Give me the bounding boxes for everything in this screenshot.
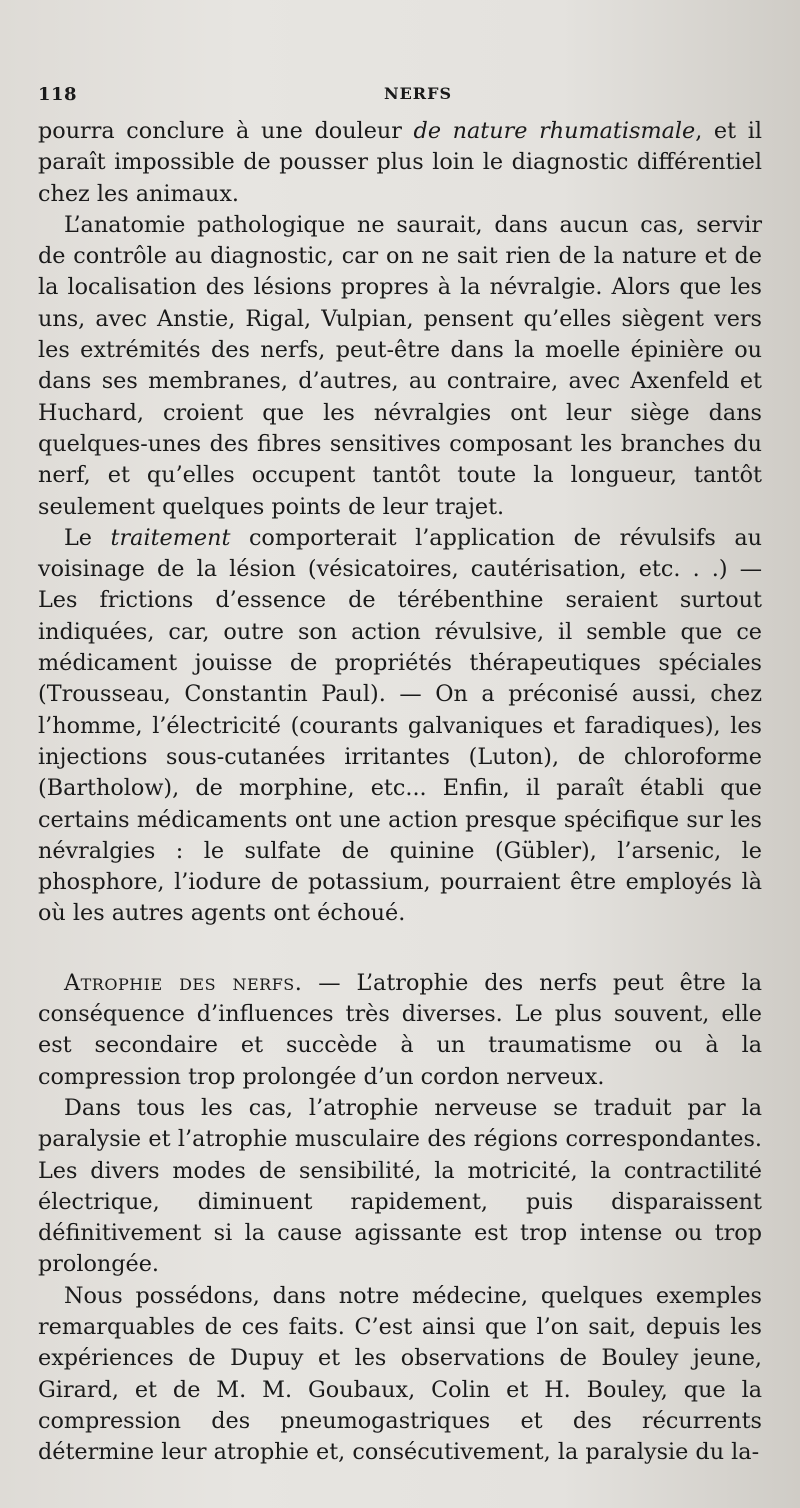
paragraph-4 (38, 968, 762, 1093)
body-text (38, 116, 762, 1468)
paragraph-2: L’anatomie pathologique ne saurait, dans aucun cas, servir de contrôle au diagnostic, car on ne sait rien de la nature et de la localisation des lésions propres à la névralgie. Alors que les uns, avec Anstie, Rigal, Vulpian, pensent qu’elles siègent vers les extrémités des nerfs, peut-être dans la moelle épinière ou dans ses membranes, d’autres, au contraire, avec Axenfeld et Huchard, croient que les névralgies ont leur siège dans quelques-unes des fibres sensitives composant les branches du nerf, et qu’elles occupent tantôt toute la longueur, tantôt seulement quelques points de leur trajet. (38, 211, 762, 520)
paragraph-3-end: comporterait l’application de révulsifs au voisinage de la lésion (vésicatoires, cautérisation, etc. . .) — Les frictions d’essence de térébenthine seraient surtout indiquées, car, outre son action révulsive, il semble que ce médicament jouisse de propriétés thérapeutiques spéciales (Trousseau, Constantin Paul). — On a préconisé aussi, chez l’homme, l’électricité (courants galvaniques et faradiques), les injections sous-cutanées irritantes (Luton), de chloroforme (Bartholow), de morphine, etc... Enfin, il paraît établi que certains médicaments ont une action presque spécifique sur les névralgies : le sulfate de quinine (Gübler), l’arsenic, le phosphore, l’iodure de potassium, pourraient être employés là où les autres agents ont échoué. (38, 524, 762, 927)
paragraph-1 (38, 116, 762, 210)
paragraph-3 (38, 523, 762, 930)
paragraph-6: Nous possédons, dans notre médecine, quelques exemples remarquables de ces faits. C’est ainsi que l’on sait, depuis les expériences de Dupuy et les observations de Bouley jeune, Girard, et de M. M. Goubaux, Colin et H. Bouley, que la compression des pneumogastriques et des récurrents détermine leur atrophie et, consécutivement, la paralysie du la- (38, 1282, 762, 1466)
section-heading: Atrophie des nerfs. (64, 969, 303, 996)
page-number: 118 (38, 84, 78, 105)
paragraph-3-emphasis: traitement (110, 524, 231, 551)
paragraph-1-start: pourra conclure à une douleur (38, 118, 414, 144)
paragraph-3-start: Le (64, 524, 111, 551)
paragraph-1-end: , et il paraît impossible de pousser plus loin le diagnostic différentiel chez les animaux. (38, 118, 762, 207)
paragraph-5: Dans tous les cas, l’atrophie nerveuse se traduit par la paralysie et l’atrophie musculaire des régions correspondantes. Les divers modes de sensibilité, la motricité, la contractilité électrique, diminuent rapidement, puis disparaissent définitivement si la cause agissante est trop intense ou trop prolongée. (38, 1094, 762, 1278)
paragraph-4-end: — L’atrophie des nerfs peut être la conséquence d’influences très diverses. Le plus souvent, elle est secondaire et succède à un traumatisme ou à la compression trop prolongée d’un cordon nerveux. (38, 969, 762, 1090)
running-title: NERFS (383, 84, 453, 103)
page-header (38, 84, 760, 112)
paragraph-1-emphasis: de nature rhumatismale (413, 118, 696, 144)
